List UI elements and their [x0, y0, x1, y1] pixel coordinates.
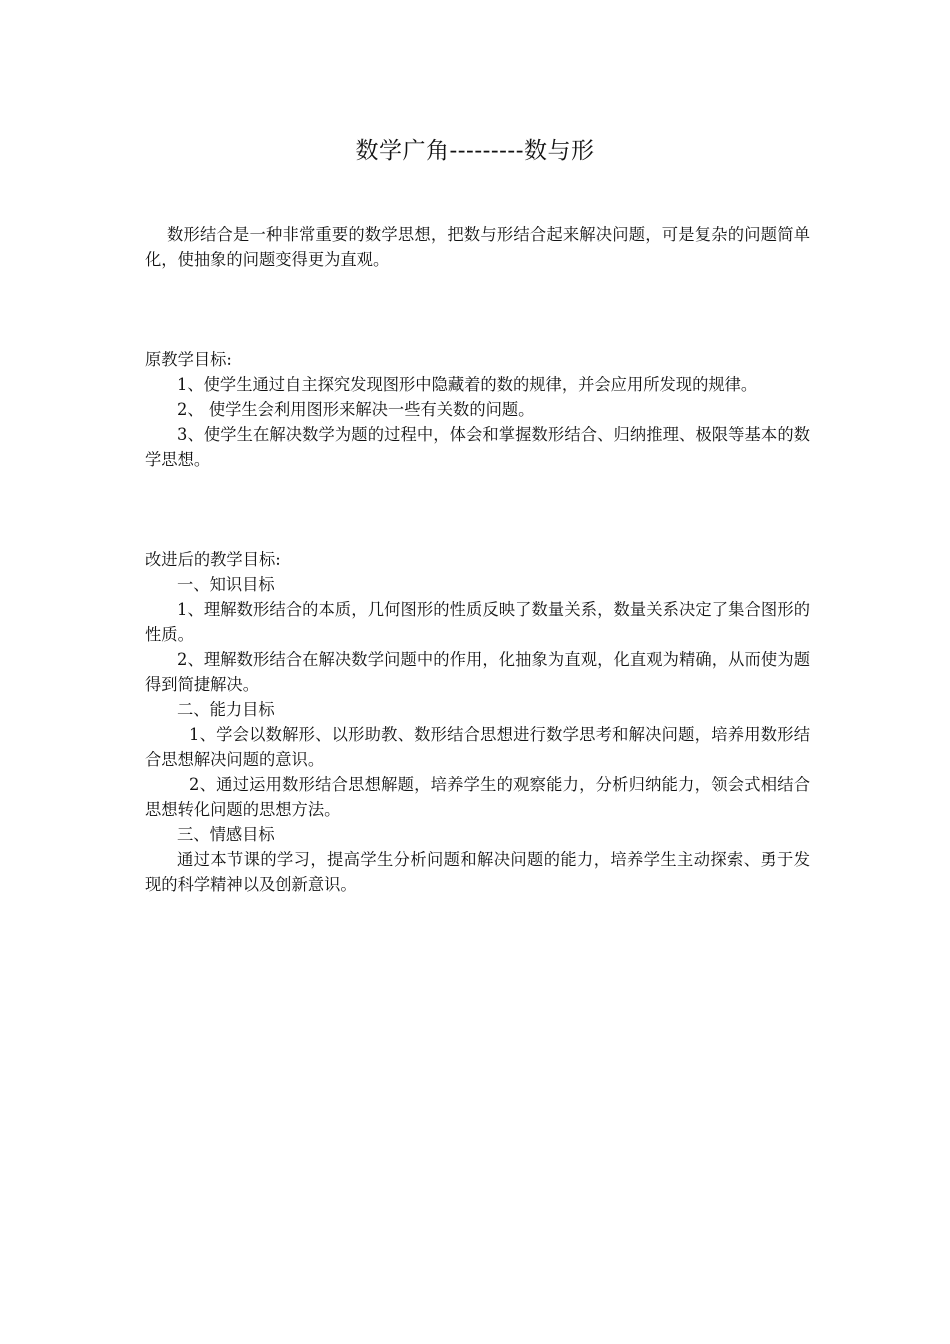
- knowledge-goal-item: 2、理解数形结合在解决数学问题中的作用，化抽象为直观，化直观为精确，从而使为题得到简捷解决。: [145, 650, 810, 694]
- knowledge-goal-item: 1、理解数形结合的本质，几何图形的性质反映了数量关系，数量关系决定了集合图形的性质。: [145, 600, 810, 644]
- emotion-goal-text: 通过本节课的学习，提高学生分析问题和解决问题的能力，培养学生主动探索、勇于发现的科学精神以及创新意识。: [145, 850, 810, 894]
- original-goal-item: 2、 使学生会利用图形来解决一些有关数的问题。: [177, 400, 535, 419]
- ability-goals-heading: 二、能力目标: [177, 700, 275, 719]
- emotion-goals-heading: 三、情感目标: [177, 825, 275, 844]
- page-title: 数学广角---------数与形: [355, 138, 595, 164]
- ability-goal-item: 1、学会以数解形、以形助教、数形结合思想进行数学思考和解决问题，培养用数形结合思想解决问题的意识。: [145, 725, 810, 769]
- improved-goals-heading: 改进后的教学目标:: [145, 550, 281, 569]
- knowledge-goals-heading: 一、知识目标: [177, 575, 275, 594]
- ability-goal-item: 2、通过运用数形结合思想解题，培养学生的观察能力，分析归纳能力，领会式相结合思想转化问题的思想方法。: [145, 775, 810, 819]
- original-goal-item: 1、使学生通过自主探究发现图形中隐藏着的数的规律，并会应用所发现的规律。: [177, 375, 758, 394]
- document-body: [145, 222, 810, 897]
- intro-paragraph: 数形结合是一种非常重要的数学思想，把数与形结合起来解决问题，可是复杂的问题简单化，使抽象的问题变得更为直观。: [145, 225, 810, 269]
- original-goal-item: 3、使学生在解决数学为题的过程中，体会和掌握数形结合、归纳推理、极限等基本的数学思想。: [145, 425, 810, 469]
- original-goals-heading: 原教学目标:: [145, 350, 232, 369]
